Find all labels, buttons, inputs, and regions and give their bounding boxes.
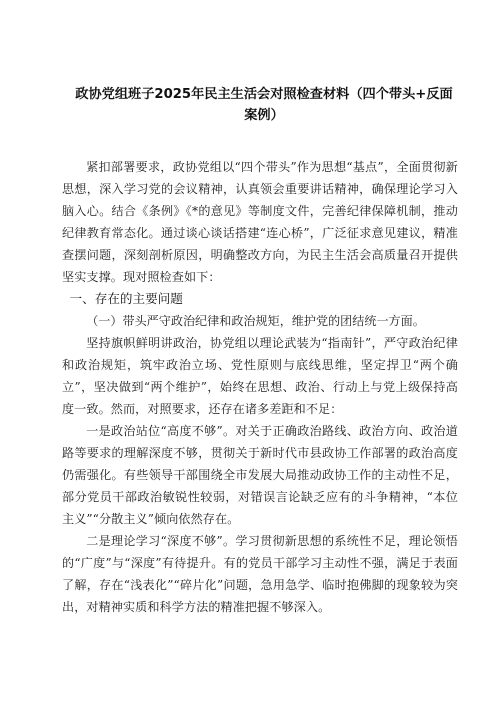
subsection-heading: （一）带头严守政治纪律和政治规矩，维护党的团结统一方面。 [86, 314, 425, 328]
document-title: 政协党组班子2025年民主生活会对照检查材料（四个带头+反面案例） [75, 87, 453, 123]
body-paragraph: 二是理论学习“深度不够”。学习贯彻新思想的系统性不足，理论领悟的“广度”与“深度”有待提升。有的党员干部学习主动性不强，满足于表面了解，存在“浅表化”“碎片化”问题，急用急学、临时抱佛脚的现象较为突出，对精神实质和科学方法的精准把握不够深入。 [62, 534, 458, 614]
intro-paragraph: 紧扣部署要求，政协党组以“四个带头”作为思想“基点”，全面贯彻新思想，深入学习党的会议精神，认真领会重要讲话精神，确保理论学习入脑入心。结合《条例》《*的意见》等制度文件，完善纪律保障机制，推动纪律教育常态化。通过谈心谈话搭建“连心桥”，广泛征求意见建议，精准查摆问题，深刻剖析原因，明确整改方向，为民主生活会高质量召开提供坚实支撑。现对照检查如下： [62, 160, 458, 284]
body-paragraph: 一是政治站位“高度不够”。对关于正确政治路线、政治方向、政治道路等要求的理解深度不够，贯彻关于新时代市县政协工作部署的政治高度仍需强化。有些领导干部围绕全市发展大局推动政协工作的主动性不足，部分党员干部政治敏锐性较弱，对错误言论缺乏应有的斗争精神，“本位主义”“分散主义”倾向依然存在。 [62, 424, 458, 526]
document-body [62, 156, 458, 618]
body-paragraph: 坚持旗帜鲜明讲政治，协党组以理论武装为“指南针”，严守政治纪律和政治规矩，筑牢政治立场、党性原则与底线思维，坚定捍卫“两个确立”，坚决做到“两个维护”，始终在思想、政治、行动上与党上级保持高度一致。然而，对照要求，还存在诸多差距和不足： [62, 336, 458, 416]
section-heading: 一、存在的主要问题 [69, 291, 183, 306]
